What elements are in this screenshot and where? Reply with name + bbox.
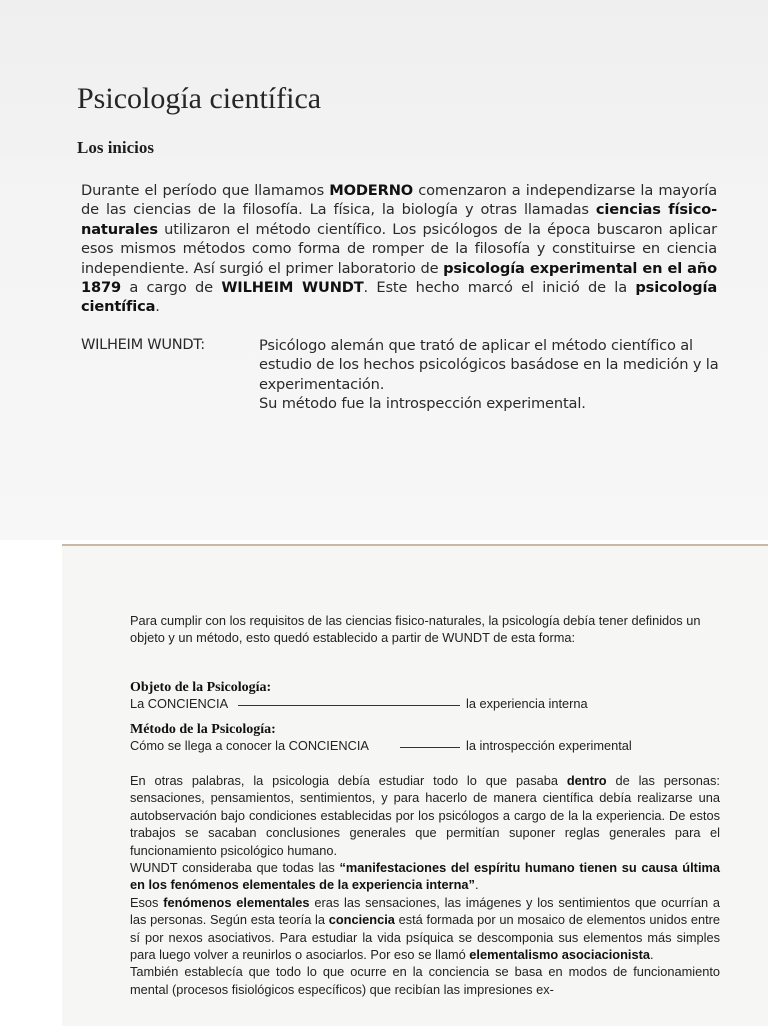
- metodo-row: [130, 738, 720, 756]
- definition-line: Psicólogo alemán que trató de aplicar el método científico al estudio de los hechos psicológicos basádose en la medición y la experimentación.: [259, 337, 719, 393]
- metodo-left: Cómo se llega a conocer la CONCIENCIA: [130, 738, 369, 753]
- explanation-part: Esos fenómenos elementales eras las sensaciones, las imágenes y los sentimientos que ocurrían a las personas. Según esta teoría la conciencia está formada por un mosaico de elementos unidos entre sí por nexos asociativos. Para estudiar la vida psíquica se descomponia sus elementos más simples para luego volver a reunirlos o asociarlos. Por eso se llamó elementalismo asociacionista.: [130, 894, 720, 963]
- definition-line: Su método fue la introspección experimental.: [259, 395, 586, 413]
- definition-text: [259, 336, 719, 414]
- connector-line: [400, 747, 460, 748]
- definition-term: WILHEIM WUNDT:: [81, 336, 205, 353]
- objeto-left: La CONCIENCIA: [130, 696, 229, 711]
- objeto-right: la experiencia interna: [466, 696, 588, 711]
- connector-line: [238, 705, 460, 706]
- explanation-part: WUNDT consideraba que todas las “manifestaciones del espíritu humano tienen su causa última en los fenómenos elementales de la experiencia interna”.: [130, 860, 720, 893]
- explanation-paragraph: [130, 772, 720, 998]
- explanation-part: También establecía que todo lo que ocurre en la conciencia se basa en modos de funcionamiento mental (procesos fisiológicos específicos) que recibían las impresiones ex-: [130, 964, 720, 997]
- section-subtitle: Los inicios: [77, 138, 154, 157]
- metodo-heading: Método de la Psicología:: [130, 722, 276, 737]
- explanation-part: En otras palabras, la psicologia debía estudiar todo lo que pasaba dentro de las personas: sensaciones, pensamientos, sentimientos, y para hacerlo de manera científica debía realizarse una autobservación bajo condiciones establecidas por los psicólogos a cargo de la la experiencia. De estos trabajos se sacaban conclusiones generales que permitían suponer reglas generales para el funcionamiento psicológico humano.: [130, 773, 720, 858]
- page-title: Psicología científica: [77, 82, 322, 115]
- metodo-right: la introspección experimental: [466, 738, 632, 753]
- objeto-heading: Objeto de la Psicología:: [130, 680, 272, 695]
- objeto-row: [130, 696, 720, 714]
- intro-paragraph: Durante el período que llamamos MODERNO comenzaron a independizarse la mayoría de las ciencias de la filosofía. La física, la biología y otras llamadas ciencias físico-naturales utilizaron el método científico. Los psicólogos de la época buscaron aplicar esos mismos métodos como forma de romper de la filosofía y constituirse en ciencia independiente. Así surgió el primer laboratorio de psicología experimental en el año 1879 a cargo de WILHEIM WUNDT. Este hecho marcó el inició de la psicología científica.: [81, 182, 718, 316]
- page-bottom: [62, 544, 768, 1026]
- requirements-paragraph: Para cumplir con los requisitos de las ciencias fisico-naturales, la psicología debía tener definidos un objeto y un método, esto quedó establecido a partir de WUNDT de esta forma:: [130, 613, 701, 646]
